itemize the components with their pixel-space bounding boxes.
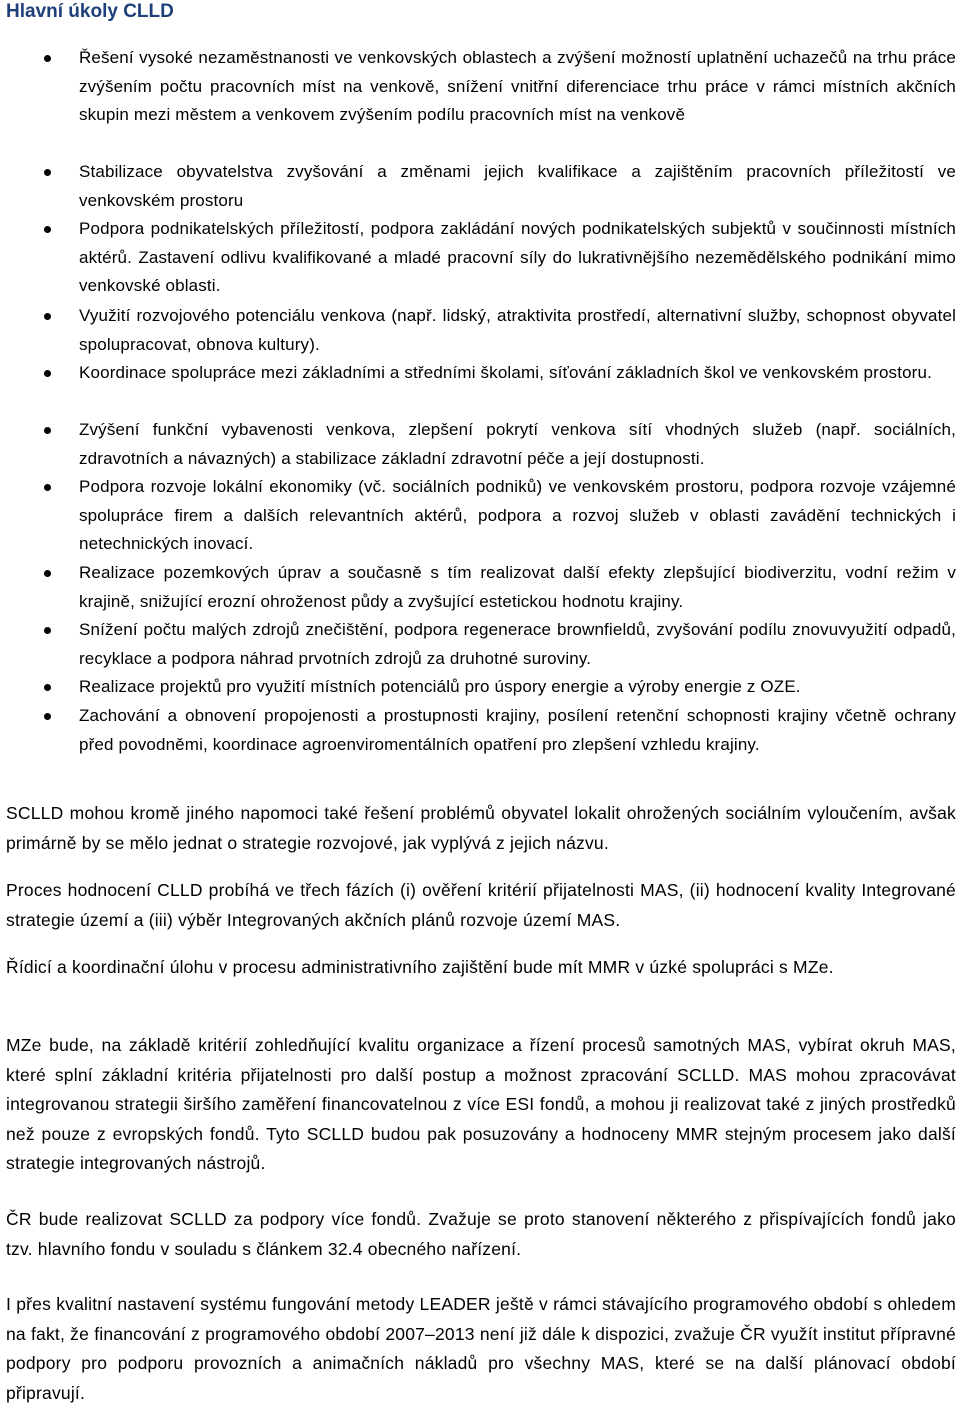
- document-title: Hlavní úkoly CLLD: [6, 1, 174, 22]
- list-item-text: Koordinace spolupráce mezi základními a středními školami, síťování základních škol ve venkovském prostoru.: [79, 363, 932, 382]
- bullet-icon: [44, 55, 51, 62]
- list-item-text: Realizace pozemkových úprav a současně s tím realizovat další efekty zlepšující biodiverzitu, vodní režim v krajině, snižující erozní ohroženost půdy a zvyšující estetickou hodnotu krajiny.: [79, 563, 956, 611]
- bullet-icon: [44, 484, 51, 491]
- bullet-icon: [44, 627, 51, 634]
- list-item: [0, 702, 960, 788]
- list-item-text: Podpora podnikatelských příležitostí, podpora zakládání nových podnikatelských subjektů v součinnosti místních aktérů. Zastavení odlivu kvalifikované a mladé pracovní síly do lukrativnějšího nezemědělského podnikání mimo venkovské oblasti.: [79, 219, 956, 295]
- list-item: [0, 473, 960, 559]
- list-item: [0, 559, 960, 616]
- list-item-text: Stabilizace obyvatelstva zvyšování a změnami jejich kvalifikace a zajištěním pracovních příležitostí ve venkovském prostoru: [79, 162, 956, 210]
- body-paragraph: ČR bude realizovat SCLLD za podpory více fondů. Zvažuje se proto stanovení některého z přispívajících fondů jako tzv. hlavního fondu v souladu s článkem 32.4 obecného nařízení.: [6, 1209, 956, 1259]
- bullet-icon: [44, 427, 51, 434]
- list-item-text: Zvýšení funkční vybavenosti venkova, zlepšení pokrytí venkova sítí vhodných služeb (např. sociálních, zdravotních a návazných) a stabilizace základní zdravotní péče a její dostupnosti.: [79, 420, 956, 468]
- body-paragraph: Řídicí a koordinační úlohu v procesu administrativního zajištění bude mít MMR v úzké spolupráci s MZe.: [6, 957, 834, 977]
- bullet-icon: [44, 313, 51, 320]
- bullet-icon: [44, 169, 51, 176]
- body-paragraph: MZe bude, na základě kritérií zohledňující kvalitu organizace a řízení procesů samotných MAS, vybírat okruh MAS, které splní základní kritéria přijatelnosti pro další postup a možnost zpracování SCLLD. MAS mohou zpracovávat integrovanou strategii širšího zaměření financovatelnou z více ESI fondů, a mohou ji realizovat také z jiných prostředků než pouze z evropských fondů. Tyto SCLLD budou pak posuzovány a hodnoceny MMR stejným procesem jako další strategie integrovaných nástrojů.: [6, 1035, 956, 1173]
- bullet-icon: [44, 684, 51, 691]
- list-item: [0, 302, 960, 359]
- task-list: [0, 44, 960, 788]
- bullet-icon: [44, 226, 51, 233]
- list-item-text: Řešení vysoké nezaměstnanosti ve venkovských oblastech a zvýšení možností uplatnění uchazečů na trhu práce zvýšením počtu pracovních míst na venkově, snížení vnitřní diferenciace trhu práce v rámci místních akčních skupin mezi městem a venkovem zvýšením podílu pracovních míst na venkově: [79, 48, 956, 124]
- list-item: [0, 416, 960, 473]
- body-paragraph: I přes kvalitní nastavení systému fungování metody LEADER ještě v rámci stávajícího programového období s ohledem na fakt, že financování z programového období 2007–2013 není již dále k dispozici, zvažuje ČR využít institut přípravné podpory pro podporu provozních a animačních nákladů pro všechny MAS, které se na další plánovací období připravují.: [6, 1294, 956, 1403]
- list-item: [0, 359, 960, 416]
- list-item-text: Snížení počtu malých zdrojů znečištění, podpora regenerace brownfieldů, zvyšování podílu znovuvyužití odpadů, recyklace a podpora náhrad prvotních zdrojů za druhotné suroviny.: [79, 620, 956, 668]
- list-item: [0, 215, 960, 302]
- bullet-icon: [44, 570, 51, 577]
- list-item-text: Podpora rozvoje lokální ekonomiky (vč. sociálních podniků) ve venkovském prostoru, podpora rozvoje vzájemné spolupráce firem a dalších relevantních aktérů, podpora a rozvoj služeb v oblasti zavádění technických i netechnických inovací.: [79, 477, 956, 553]
- list-item-text: Zachování a obnovení propojenosti a prostupnosti krajiny, posílení retenční schopnosti krajiny včetně ochrany před povodněmi, koordinace agroenviromentálních opatření pro zlepšení vzhledu krajiny.: [79, 706, 956, 754]
- list-item: [0, 616, 960, 673]
- body-paragraph: SCLLD mohou kromě jiného napomoci také řešení problémů obyvatel lokalit ohrožených sociálním vyloučením, avšak primárně by se mělo jednat o strategie rozvojové, jak vyplývá z jejich názvu.: [6, 803, 956, 853]
- bullet-icon: [44, 370, 51, 377]
- body-paragraph: Proces hodnocení CLLD probíhá ve třech fázích (i) ověření kritérií přijatelnosti MAS, (ii) hodnocení kvality Integrované strategie území a (iii) výběr Integrovaných akčních plánů rozvoje území MAS.: [6, 880, 956, 930]
- list-item-text: Využití rozvojového potenciálu venkova (např. lidský, atraktivita prostředí, alternativní služby, schopnost obyvatel spolupracovat, obnova kultury).: [79, 306, 956, 354]
- list-item: [0, 158, 960, 215]
- list-item: [0, 44, 960, 158]
- bullet-icon: [44, 713, 51, 720]
- list-item-text: Realizace projektů pro využití místních potenciálů pro úspory energie a výroby energie z OZE.: [79, 677, 801, 696]
- list-item: [0, 673, 960, 702]
